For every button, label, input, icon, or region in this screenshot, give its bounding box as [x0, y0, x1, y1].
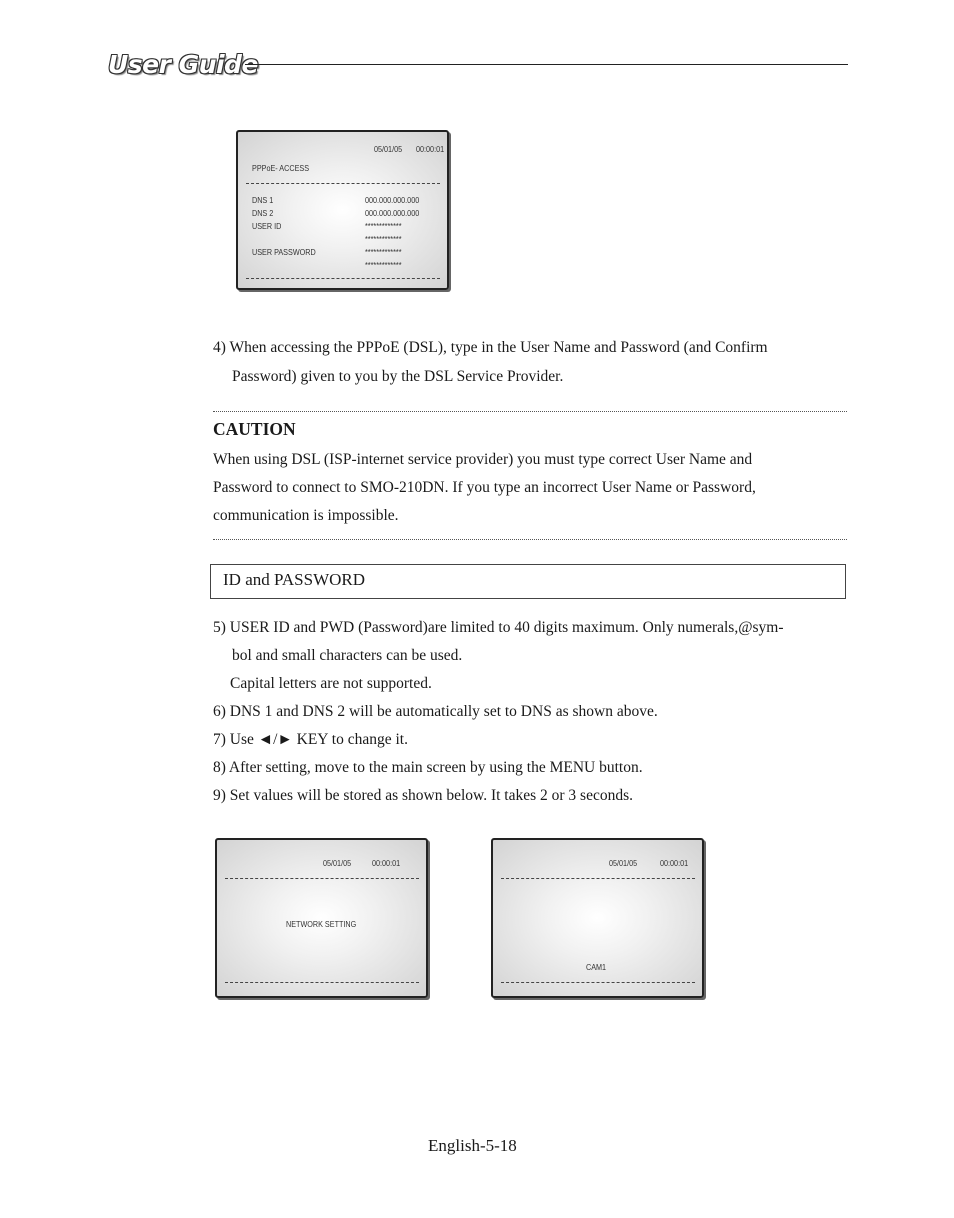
osd-cam-label: CAM1	[586, 962, 607, 972]
step-5-line-3: Capital letters are not supported.	[230, 675, 432, 692]
osd-time: 00:00:01	[416, 144, 445, 154]
step-5-line-2: bol and small characters can be used.	[232, 647, 463, 664]
osd-time: 00:00:01	[660, 858, 689, 868]
caution-title: CAUTION	[213, 419, 296, 439]
osd-network-setting-text: NETWORK SETTING	[286, 919, 357, 929]
osd-divider	[225, 982, 419, 983]
osd-date: 05/01/05	[374, 144, 403, 154]
osd-divider	[501, 982, 695, 983]
header-rule	[245, 64, 848, 65]
step-7: 7) Use ◄/► KEY to change it.	[213, 731, 408, 748]
osd-divider	[246, 183, 440, 184]
section-title: ID and PASSWORD	[223, 570, 366, 589]
osd-divider	[246, 278, 440, 279]
osd-value-password-confirm: *************	[365, 260, 402, 270]
osd-label-dns1: DNS 1	[252, 195, 274, 205]
step-5-line-1: 5) USER ID and PWD (Password)are limited to 40 digits maximum. Only numerals,@sym-	[213, 619, 784, 636]
osd-divider	[501, 878, 695, 879]
osd-time: 00:00:01	[372, 858, 401, 868]
section-box-id-password	[210, 564, 846, 599]
step-6: 6) DNS 1 and DNS 2 will be automatically set to DNS as shown above.	[213, 703, 658, 720]
osd-label-dns2: DNS 2	[252, 208, 274, 218]
osd-value-dns2: 000.000.000.000	[365, 208, 420, 218]
osd-value-user-id: *************	[365, 221, 402, 231]
osd-divider	[225, 878, 419, 879]
osd-value-password: *************	[365, 247, 402, 257]
osd-screen-cam1	[491, 838, 704, 998]
osd-date: 05/01/05	[609, 858, 638, 868]
caution-line-2: Password to connect to SMO-210DN. If you type an incorrect User Name or Password,	[213, 479, 756, 496]
osd-title: PPPoE- ACCESS	[252, 163, 310, 173]
osd-screen-pppoe-access	[236, 130, 449, 290]
osd-label-user-id: USER ID	[252, 221, 282, 231]
osd-screen-network-setting	[215, 838, 428, 998]
caution-line-1: When using DSL (ISP-internet service provider) you must type correct User Name and	[213, 451, 753, 468]
osd-date: 05/01/05	[323, 858, 352, 868]
user-guide-logo: User Guide	[108, 50, 258, 79]
step-4-line-1: 4) When accessing the PPPoE (DSL), type in the User Name and Password (and Confirm	[213, 339, 768, 356]
caution-bottom-rule	[213, 539, 847, 540]
step-9: 9) Set values will be stored as shown below. It takes 2 or 3 seconds.	[213, 787, 633, 804]
step-4-line-2: Password) given to you by the DSL Service Provider.	[232, 368, 564, 385]
step-8: 8) After setting, move to the main screen by using the MENU button.	[213, 759, 643, 776]
caution-top-rule	[213, 411, 847, 412]
osd-label-user-password: USER PASSWORD	[252, 247, 316, 257]
page-number: English-5-18	[428, 1136, 517, 1155]
osd-value-dns1: 000.000.000.000	[365, 195, 420, 205]
caution-line-3: communication is impossible.	[213, 507, 399, 524]
osd-value-user-id-confirm: *************	[365, 234, 402, 244]
